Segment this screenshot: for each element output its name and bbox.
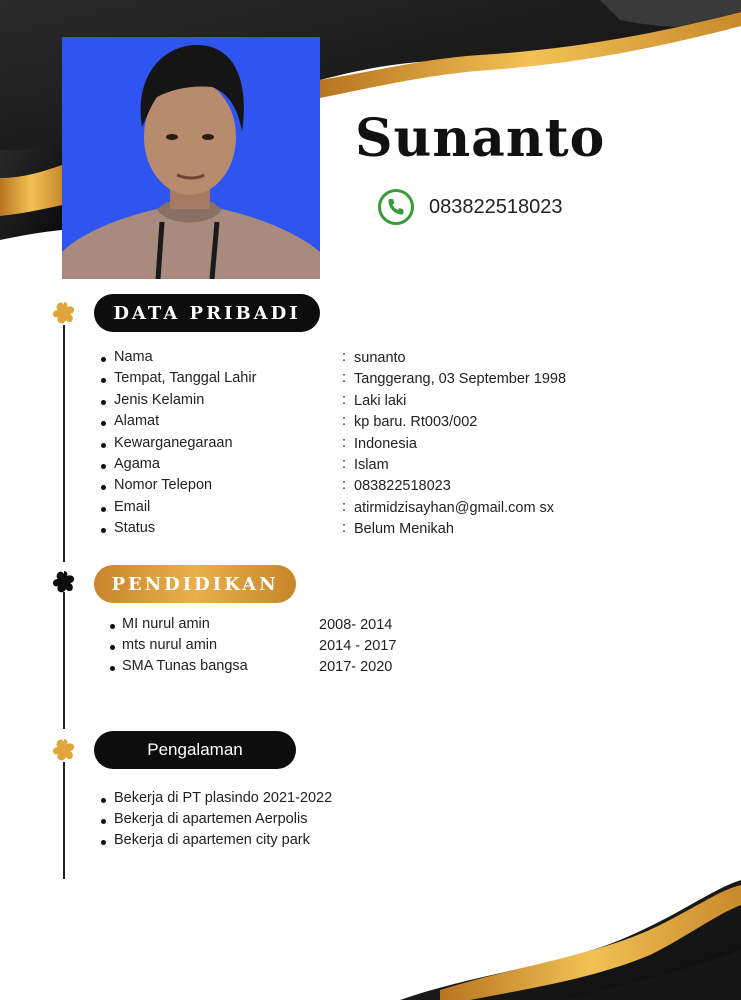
personal-value: Islam: [354, 457, 389, 473]
bullet-icon: [101, 507, 106, 512]
personal-label: Email: [114, 498, 151, 515]
bullet-icon: [101, 819, 106, 824]
bullet-icon: [101, 357, 106, 362]
section-header-education: [94, 565, 296, 603]
experience-item: Bekerja di PT plasindo 2021-2022: [114, 790, 333, 806]
phone-number: 083822518023: [429, 195, 563, 218]
timeline-line: [63, 325, 65, 562]
bullet-icon: [101, 798, 106, 803]
personal-label: Nomor Telepon: [114, 477, 213, 494]
education-years: 2017- 2020: [319, 659, 393, 675]
section-title: PENDIDIKAN: [111, 573, 279, 595]
flower-marker-icon: [52, 570, 76, 594]
education-years: 2014 - 2017: [319, 638, 397, 654]
section-title: DATA PRIBADI: [113, 302, 301, 324]
personal-separator: :: [342, 520, 347, 537]
personal-value: Indonesia: [354, 435, 417, 452]
personal-separator: :: [342, 434, 347, 451]
flower-marker-icon: [52, 301, 76, 325]
bullet-icon: [101, 840, 106, 845]
personal-label: Kewarganegaraan: [114, 434, 233, 451]
personal-label: Agama: [114, 456, 160, 472]
section-header-personal: [94, 294, 320, 332]
personal-separator: :: [342, 413, 347, 430]
personal-separator: :: [342, 391, 347, 408]
bullet-icon: [101, 400, 106, 405]
education-school: mts nurul amin: [122, 637, 218, 653]
personal-separator: :: [342, 370, 347, 387]
experience-item: Bekerja di apartemen Aerpolis: [114, 811, 308, 827]
bullet-icon: [101, 443, 106, 448]
flower-marker-icon: [52, 738, 76, 762]
personal-value: sunanto: [354, 350, 406, 366]
personal-value: Laki laki: [354, 392, 407, 409]
phone-contact: [377, 188, 562, 226]
personal-value: kp baru. Rt003/002: [354, 414, 478, 431]
timeline-line: [63, 762, 65, 879]
personal-value: Tanggerang, 03 September 1998: [354, 371, 567, 388]
personal-separator: :: [342, 498, 347, 515]
bullet-icon: [110, 624, 115, 629]
personal-separator: :: [342, 477, 347, 494]
experience-item: Bekerja di apartemen city park: [114, 832, 310, 848]
bullet-icon: [110, 666, 115, 671]
personal-value: 083822518023: [354, 478, 451, 495]
personal-value: Belum Menikah: [354, 521, 454, 538]
person-name: Sunanto: [355, 108, 606, 169]
bullet-icon: [110, 645, 115, 650]
personal-label: Nama: [114, 349, 153, 365]
personal-label: Status: [114, 520, 156, 537]
profile-photo: [62, 37, 320, 279]
personal-label: Tempat, Tanggal Lahir: [114, 370, 257, 387]
person-silhouette-icon: [62, 37, 320, 279]
personal-label: Jenis Kelamin: [114, 391, 205, 408]
section-header-experience: [94, 731, 296, 769]
bullet-icon: [101, 464, 106, 469]
personal-label: Alamat: [114, 413, 160, 430]
phone-icon: [377, 188, 415, 226]
personal-value: atirmidzisayhan@gmail.com sx: [354, 499, 555, 516]
personal-separator: :: [342, 349, 347, 365]
education-school: SMA Tunas bangsa: [122, 658, 248, 674]
timeline-line: [63, 592, 65, 729]
education-years: 2008- 2014: [319, 617, 393, 633]
section-title: Pengalaman: [147, 740, 243, 759]
personal-separator: :: [342, 456, 347, 472]
education-school: MI nurul amin: [122, 616, 210, 632]
